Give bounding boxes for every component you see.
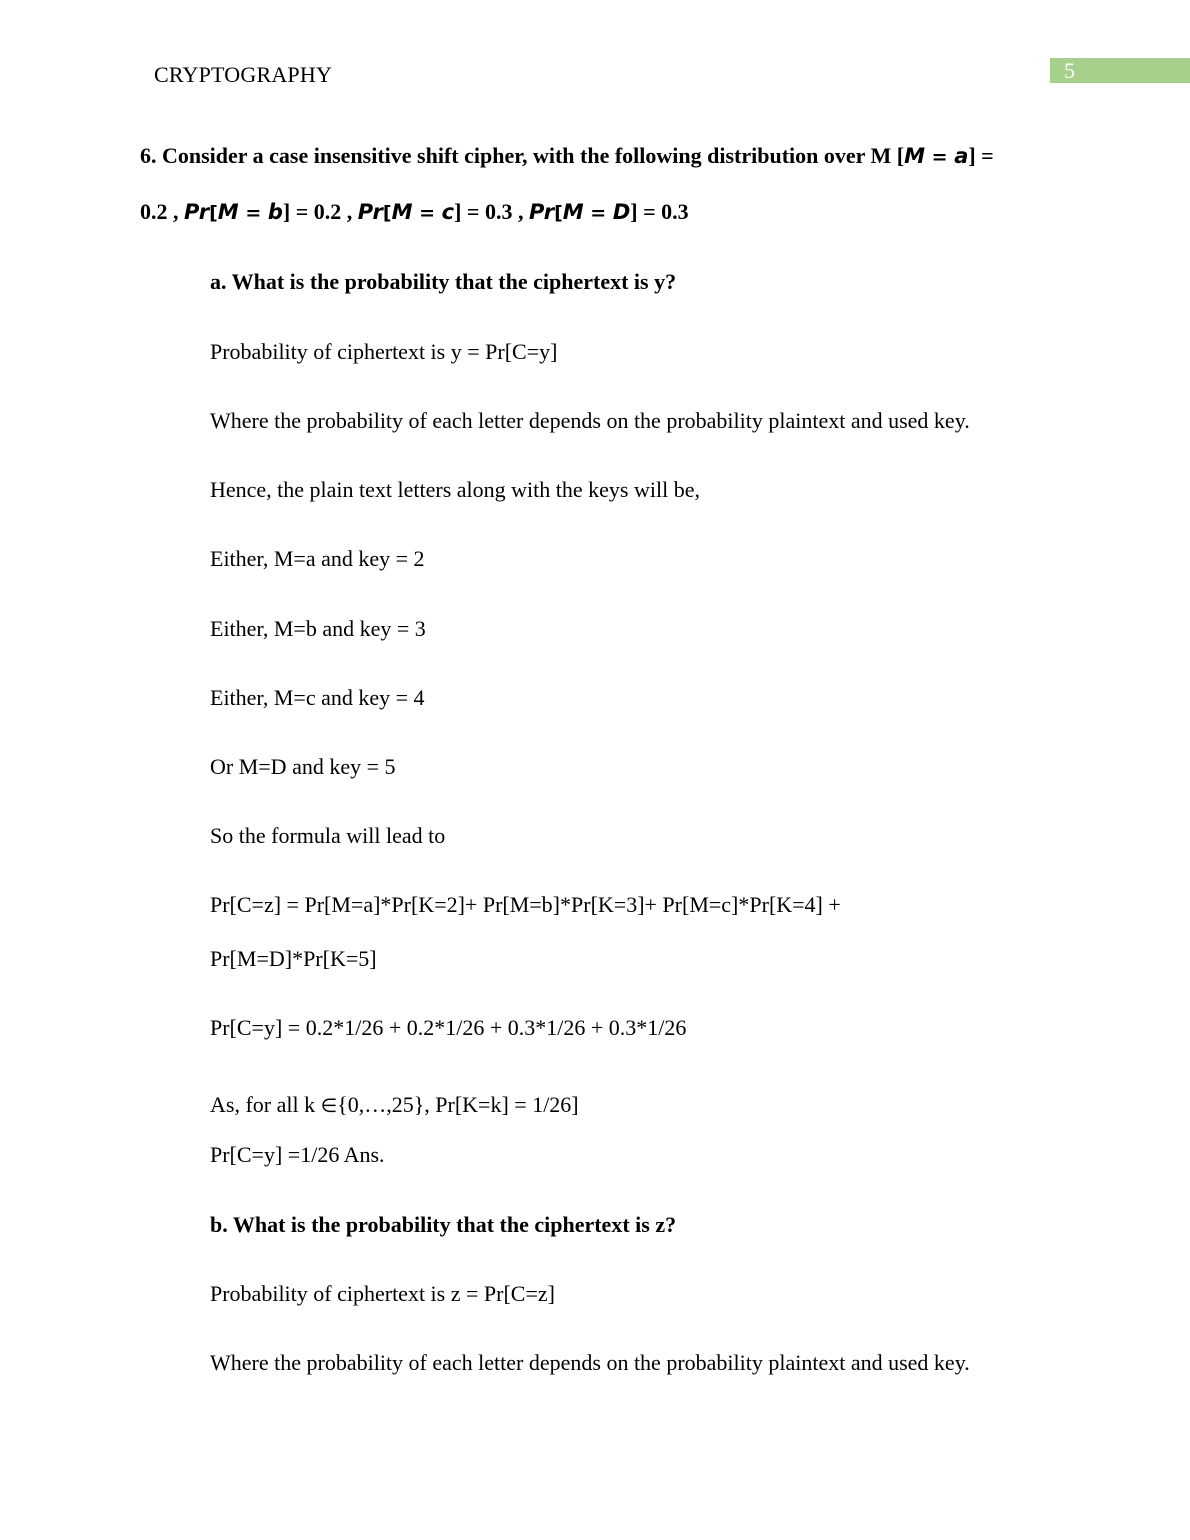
math-pr: Pr [184,200,210,224]
formula-line: Pr[M=D]*Pr[K=5] [210,946,377,971]
formula-line: Pr[C=y] = 0.2*1/26 + 0.2*1/26 + 0.3*1/26 + 0.3*1/26 [210,1015,687,1040]
math-equals: = [583,202,613,224]
math-variable-m: M [391,200,413,224]
math-pr: Pr [357,200,383,224]
part-b-heading: b. What is the probability that the ciphertext is z? [210,1212,677,1237]
paragraph: Or M=D and key = 5 [210,754,396,779]
paragraph: Either, M=b and key = 3 [210,616,426,641]
math-bracket: [ [209,202,218,224]
paragraph: Where the probability of each letter depends on the probability plaintext and used key. [210,408,970,433]
paragraph: Probability of ciphertext is y = Pr[C=y] [210,339,558,364]
formula-line: Pr[C=z] = Pr[M=a]*Pr[K=2]+ Pr[M=b]*Pr[K=3]+ Pr[M=c]*Pr[K=4] + [210,892,841,917]
paragraph: Either, M=a and key = 2 [210,546,425,571]
text: {0,…,25}, Pr[K=k] = 1/26] [337,1092,579,1117]
paragraph: Where the probability of each letter depends on the probability plaintext and used key. [210,1350,970,1375]
element-of-symbol: ∈ [320,1095,338,1117]
paragraph: So the formula will lead to [210,823,446,848]
value-d: ] = 0.3 [630,199,689,224]
math-equals: = [412,202,442,224]
paragraph: Hence, the plain text letters along with the keys will be, [210,477,700,502]
text: As, for all k [210,1092,321,1117]
question-text-end: ] = [968,143,994,168]
answer-line: Pr[C=y] =1/26 Ans. [210,1142,385,1167]
part-a-heading: a. What is the probability that the ciphertext is y? [210,269,677,294]
value-c: ] = 0.3 , [454,199,529,224]
math-variable-m: M [562,200,584,224]
math-bracket: [ [554,202,563,224]
paragraph: Probability of ciphertext is z = Pr[C=z] [210,1281,555,1306]
math-variable-d: D [612,200,631,224]
paragraph [210,1092,579,1119]
math-variable-a: a [954,144,969,168]
page-number: 5 [1064,58,1075,83]
header-title: CRYPTOGRAPHY [154,62,333,87]
question-line-2 [140,199,689,226]
math-variable-m: M [217,200,239,224]
math-pr: Pr [528,200,555,224]
math-variable-b: b [267,200,283,224]
math-bracket: [ [382,202,392,224]
value-b: ] = 0.2 , [282,199,358,224]
page-number-badge [1050,58,1190,83]
math-variable-c: c [441,200,455,224]
question-line-1 [140,143,994,170]
value-a: 0.2 , [140,199,184,224]
question-text: 6. Consider a case insensitive shift cipher, with the following distribution over M [ [140,143,905,168]
math-equals: = [238,202,268,224]
math-variable-m: M [904,144,926,168]
math-equals: = [925,146,955,168]
paragraph: Either, M=c and key = 4 [210,685,425,710]
